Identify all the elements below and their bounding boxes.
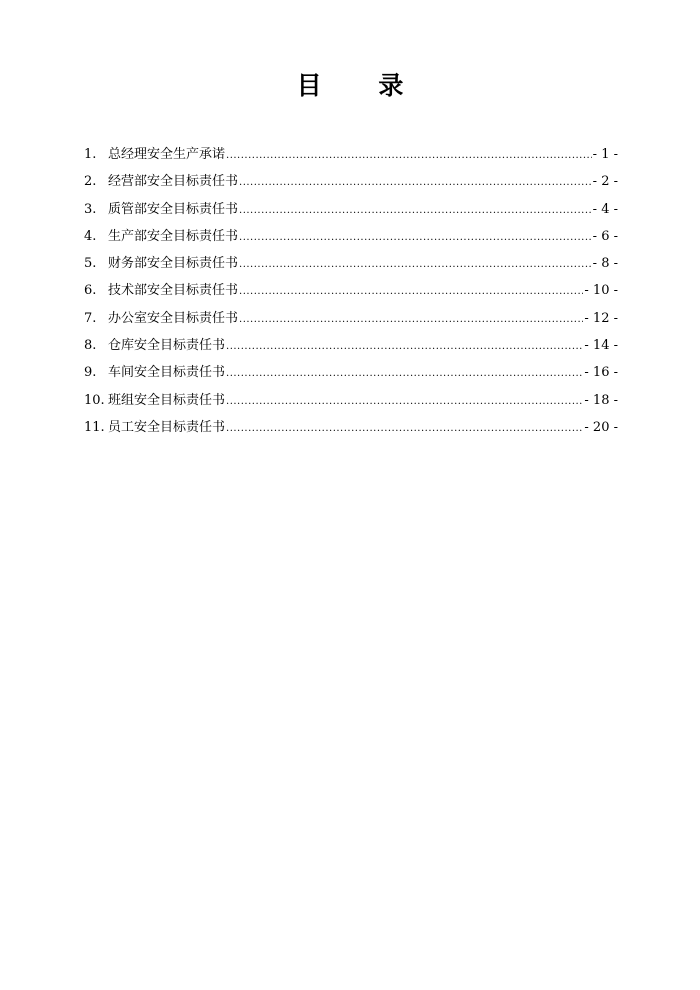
toc-entry[interactable] xyxy=(84,417,618,444)
toc-leader-dots xyxy=(226,336,583,358)
toc-page-number: - 6 - xyxy=(592,228,618,244)
toc-number: 3. xyxy=(84,201,97,217)
toc-leader-dots xyxy=(239,200,592,222)
toc-number: 7. xyxy=(84,310,97,326)
toc-leader-dots xyxy=(239,254,592,276)
toc-title: 质管部安全目标责任书 xyxy=(108,201,239,217)
toc-page-number: - 10 - xyxy=(584,283,618,299)
toc-entry[interactable] xyxy=(84,253,618,280)
toc-title: 员工安全目标责任书 xyxy=(108,419,226,435)
toc-number: 6. xyxy=(84,283,97,299)
toc-title: 技术部安全目标责任书 xyxy=(108,283,239,299)
toc-number: 2. xyxy=(84,174,97,190)
toc-number: 9. xyxy=(84,365,97,381)
toc-title: 仓库安全目标责任书 xyxy=(108,338,226,354)
toc-number: 4. xyxy=(84,228,97,244)
toc-number: 5. xyxy=(84,256,97,272)
toc-page-number: - 4 - xyxy=(592,201,618,217)
toc-entry[interactable] xyxy=(84,144,618,171)
toc-entry[interactable] xyxy=(84,226,618,253)
toc-number: 1. xyxy=(84,147,97,162)
toc-page-number: - 12 - xyxy=(584,310,618,326)
toc-entry[interactable] xyxy=(84,335,618,362)
toc-title: 生产部安全目标责任书 xyxy=(108,228,239,244)
toc-title: 办公室安全目标责任书 xyxy=(108,310,239,326)
toc-title: 班组安全目标责任书 xyxy=(108,392,226,408)
toc-title: 经营部安全目标责任书 xyxy=(108,174,239,190)
toc-leader-dots xyxy=(239,227,592,249)
toc-leader-dots xyxy=(239,172,592,194)
toc-leader-dots xyxy=(239,309,583,331)
toc-number: 11. xyxy=(84,419,105,435)
table-of-contents xyxy=(84,144,618,444)
page-title: 目 录 xyxy=(296,71,428,100)
toc-page-number: - 14 - xyxy=(584,338,618,354)
toc-title: 总经理安全生产承诺 xyxy=(108,147,226,162)
toc-leader-dots xyxy=(226,145,592,167)
toc-leader-dots xyxy=(239,281,583,303)
toc-page-number: - 16 - xyxy=(584,365,618,381)
toc-page-number: - 1 - xyxy=(592,147,618,162)
toc-title: 财务部安全目标责任书 xyxy=(108,256,239,272)
toc-page-number: - 18 - xyxy=(584,392,618,408)
toc-page-number: - 8 - xyxy=(592,256,618,272)
toc-leader-dots xyxy=(226,418,583,440)
toc-leader-dots xyxy=(226,391,583,413)
toc-entry[interactable] xyxy=(84,308,618,335)
toc-entry[interactable] xyxy=(84,390,618,417)
toc-number: 8. xyxy=(84,338,97,354)
toc-entry[interactable] xyxy=(84,362,618,389)
toc-page-number: - 20 - xyxy=(584,419,618,435)
toc-number: 10. xyxy=(84,392,105,408)
toc-entry[interactable] xyxy=(84,171,618,198)
toc-entry[interactable] xyxy=(84,199,618,226)
toc-title: 车间安全目标责任书 xyxy=(108,365,226,381)
toc-page-number: - 2 - xyxy=(592,174,618,190)
toc-leader-dots xyxy=(226,363,583,385)
toc-entry[interactable] xyxy=(84,280,618,307)
